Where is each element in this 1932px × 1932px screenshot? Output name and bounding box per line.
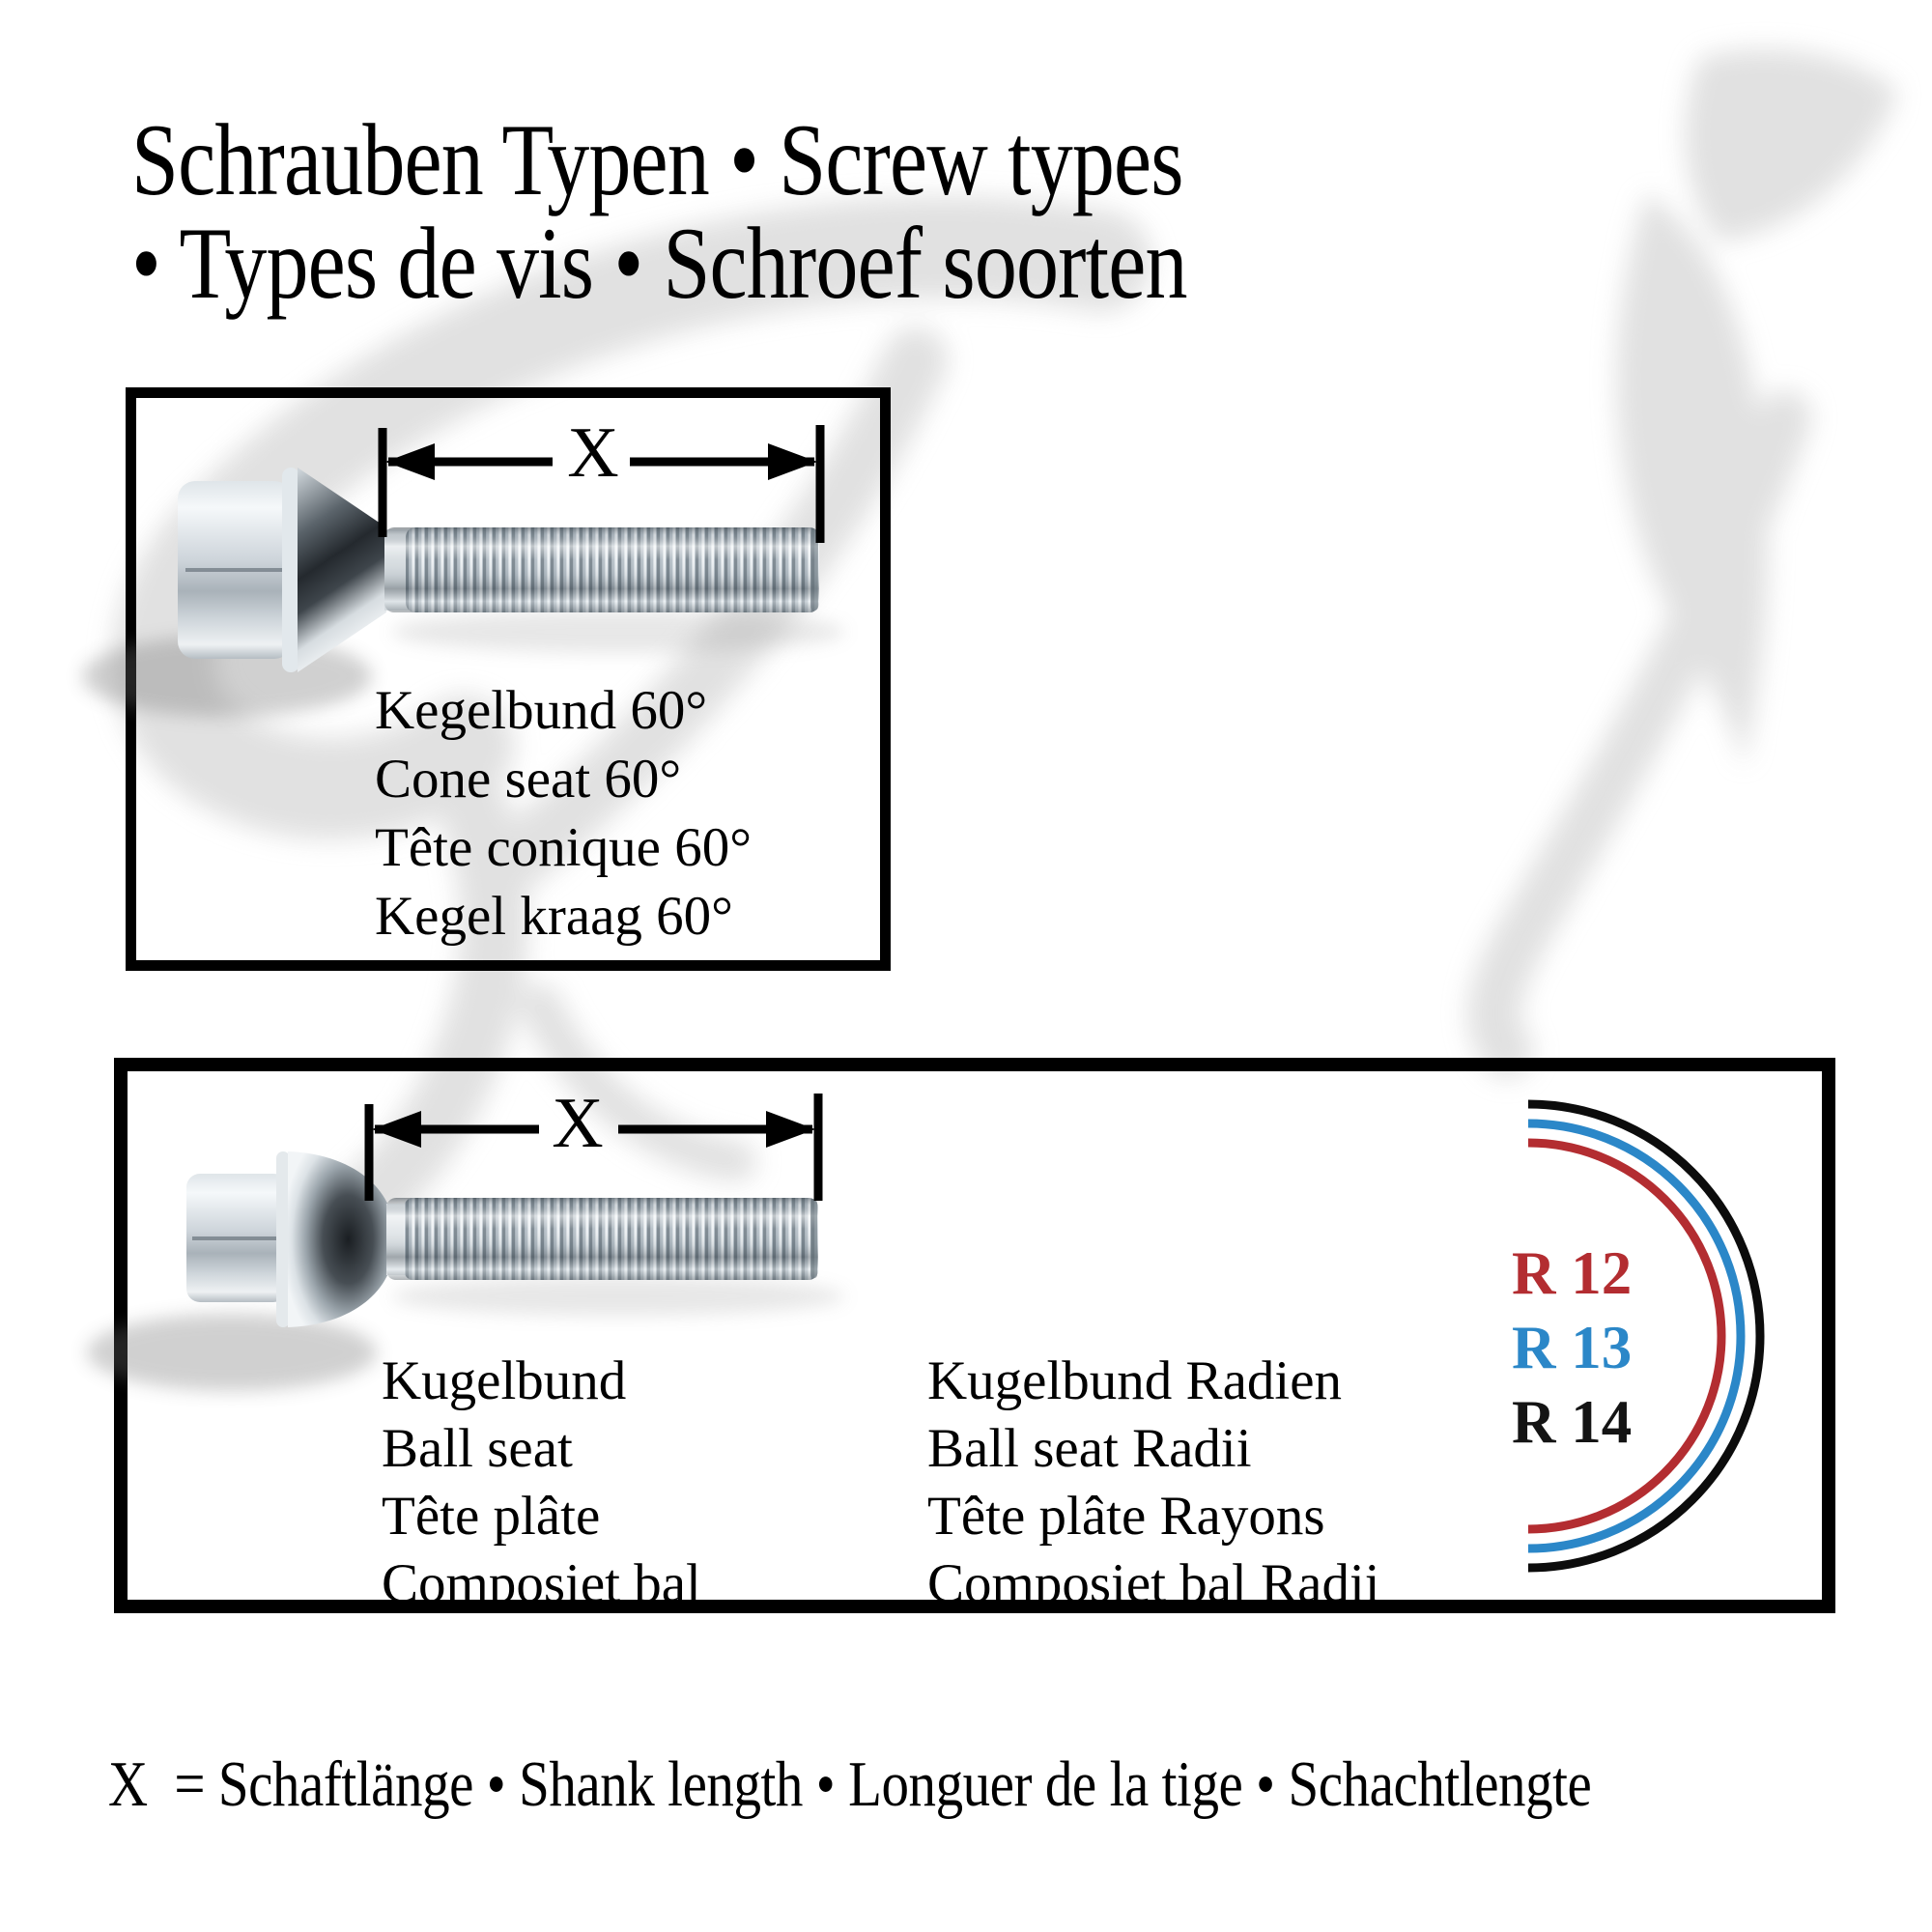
ball-label-nl: Composiet bal [382, 1553, 701, 1614]
shank-length-label-cone: X [567, 413, 619, 493]
cone-label-fr: Tête conique 60° [375, 817, 752, 878]
page-title [131, 103, 1187, 320]
cone-label-en: Cone seat 60° [375, 749, 682, 810]
ball-label-de: Kugelbund [382, 1350, 627, 1411]
cone-seat-labels [375, 676, 752, 951]
ball-seat-labels [382, 1348, 701, 1618]
legend-footnote: X = Schaftlänge • Shank length • Longuer de la tige • Schachtlengte [108, 1748, 1592, 1820]
radius-r13-label: R 13 [1512, 1314, 1633, 1381]
ball-seat-radii-labels [927, 1348, 1380, 1618]
title-line-1: Schrauben Typen • Screw types [131, 103, 1183, 216]
radii-label-en: Ball seat Radii [927, 1418, 1252, 1479]
title-line-2: • Types de vis • Schroef soorten [131, 207, 1187, 320]
radii-label-nl: Composiet bal Radii [927, 1553, 1380, 1614]
cone-label-nl: Kegel kraag 60° [375, 886, 733, 947]
radius-r12-label: R 12 [1512, 1239, 1633, 1307]
ball-label-fr: Tête plâte [382, 1486, 601, 1547]
radii-label-fr: Tête plâte Rayons [927, 1486, 1325, 1547]
radii-label-de: Kugelbund Radien [927, 1350, 1343, 1411]
radius-legend [1512, 1236, 1632, 1460]
radius-r14-label: R 14 [1512, 1388, 1633, 1456]
ball-label-en: Ball seat [382, 1418, 573, 1479]
cone-label-de: Kegelbund 60° [375, 680, 708, 741]
shank-length-label-ball: X [552, 1084, 604, 1163]
